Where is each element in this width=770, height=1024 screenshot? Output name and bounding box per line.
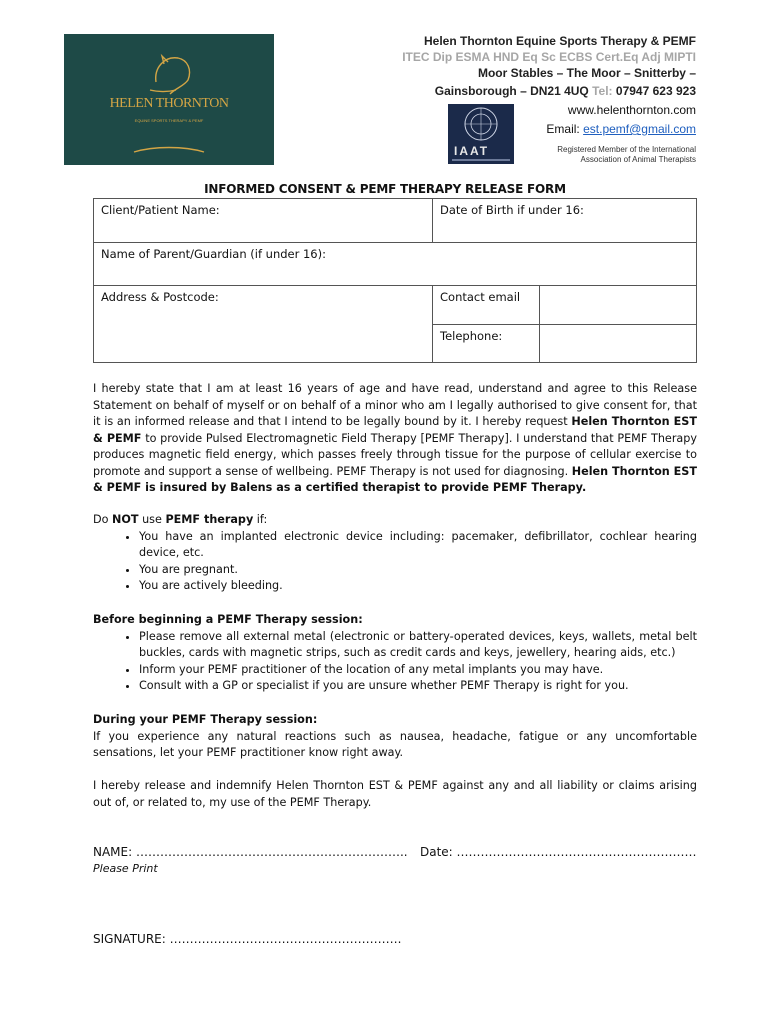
do-not-emphasis: NOT: [112, 513, 139, 526]
signature-line[interactable]: SIGNATURE: ………………………………………………….: [93, 932, 402, 946]
guardian-name-label: Name of Parent/Guardian (if under 16):: [101, 247, 326, 261]
list-item: • Inform your PEMF practitioner of the location of any metal implants you may have.: [139, 662, 697, 679]
dob-label: Date of Birth if under 16:: [440, 203, 584, 217]
list-item: • Consult with a GP or specialist if you are unsure whether PEMF Therapy is right for you.: [139, 678, 697, 695]
before-session-list: [93, 629, 697, 695]
during-session-text: If you experience any natural reactions such as nausea, headache, fatigue or any uncomfortable sensations, let your PEMF practitioner know right away.: [93, 729, 697, 759]
tel-label: Tel:: [592, 84, 613, 98]
address-cell[interactable]: [94, 286, 433, 363]
globe-icon: [448, 104, 514, 144]
form-title: INFORMED CONSENT & PEMF THERAPY RELEASE FORM: [204, 182, 566, 196]
before-session-heading: Before beginning a PEMF Therapy session:: [93, 613, 363, 626]
release-statement: [93, 381, 697, 497]
company-name: Helen Thornton Equine Sports Therapy & PEMF: [423, 34, 696, 48]
before-session-section: [93, 612, 697, 695]
contraindications-section: [93, 512, 697, 595]
list-item: • You have an implanted electronic device including: pacemaker, defibrillator, cochlear hearing device, etc.: [139, 529, 697, 562]
contact-email-label-cell: [433, 286, 540, 325]
contraindications-heading: [93, 512, 697, 529]
please-print-note: Please Print: [93, 862, 158, 875]
member-line-1: Registered Member of the International: [557, 145, 696, 154]
client-name-cell[interactable]: [94, 199, 433, 243]
list-item: • Please remove all external metal (electronic or battery-operated devices, keys, wallets, metal belt buckles, cards with magnetic strips, such as credit cards and keys, jewellery, hearing aids, etc.): [139, 629, 697, 662]
statement-text-2: to provide Pulsed Electromagnetic Field Therapy [PEMF Therapy]. I understand that PEMF Therapy produces magnetic field energy, which passes freely through tissue for the purpose of cellular exercise to promote and support a sense of wellbeing. PEMF Therapy is not used for diagnosing.: [93, 431, 697, 478]
contact-email-field[interactable]: [540, 286, 697, 325]
telephone-label-cell: [433, 325, 540, 363]
logo-tagline: EQUINE SPORTS THERAPY & PEMF: [134, 118, 204, 123]
contact-email-label: Contact email: [440, 290, 521, 304]
statement-text-1: I hereby state that I am at least 16 years of age and have read, understand and agree to this Release Statement on behalf of myself or on behalf of a minor who am I legally authorised to give consent for, that it is an informed release and that I intend to be legally bound by it. I hereby request: [93, 382, 697, 428]
address-postcode: Gainsborough – DN21 4UQ: [434, 84, 589, 98]
during-session-section: [93, 712, 697, 762]
date-line[interactable]: Date: ……………………………………………………: [420, 845, 697, 859]
address-line-2: [435, 84, 696, 98]
email-label: Email:: [546, 122, 580, 136]
email-link[interactable]: est.pemf@gmail.com: [583, 122, 696, 136]
company-logo: [64, 34, 274, 165]
do-not-tail: if:: [253, 513, 268, 526]
do-not-lead: Do: [93, 513, 113, 526]
indemnity-statement: I hereby release and indemnify Helen Thornton EST & PEMF against any and all liability or claims arising out of, or related to, my use of the PEMF Therapy.: [93, 779, 697, 809]
do-not-pemf: PEMF therapy: [165, 513, 254, 526]
statement-bold-2: Helen Thornton EST & PEMF is insured by Balens as a certified therapist to provide PEMF Therapy.: [93, 464, 697, 494]
telephone-number: 07947 623 923: [615, 84, 696, 98]
address-line-1: Moor Stables – The Moor – Snitterby –: [477, 66, 696, 80]
iaat-badge: [448, 104, 514, 164]
iaat-underline: [452, 159, 510, 161]
iaat-wordmark: IAAT: [454, 144, 490, 158]
client-name-label: Client/Patient Name:: [101, 203, 220, 217]
statement-bold-1: Helen Thornton EST & PEMF: [93, 415, 697, 445]
telephone-field[interactable]: [540, 325, 697, 363]
list-item: • You are actively bleeding.: [139, 578, 697, 595]
telephone-label: Telephone:: [440, 329, 503, 343]
client-details-table: [93, 198, 697, 363]
contraindications-list: [93, 529, 697, 595]
address-label: Address & Postcode:: [101, 290, 219, 304]
qualifications: ITEC Dip ESMA HND Eq Sc ECBS Cert.Eq Adj MIPTI: [402, 50, 696, 64]
logo-brand: HELEN THORNTON: [109, 96, 229, 111]
member-line-2: Association of Animal Therapists: [580, 155, 696, 164]
do-not-mid: use: [138, 513, 166, 526]
email-line: [546, 122, 696, 136]
name-line[interactable]: NAME: …………………………………………………………..: [93, 845, 408, 859]
guardian-name-cell[interactable]: [94, 243, 697, 286]
website-link[interactable]: www.helenthornton.com: [567, 103, 696, 117]
during-session-heading: During your PEMF Therapy session:: [93, 713, 318, 726]
dob-cell[interactable]: [433, 199, 697, 243]
list-item: • You are pregnant.: [139, 562, 697, 579]
